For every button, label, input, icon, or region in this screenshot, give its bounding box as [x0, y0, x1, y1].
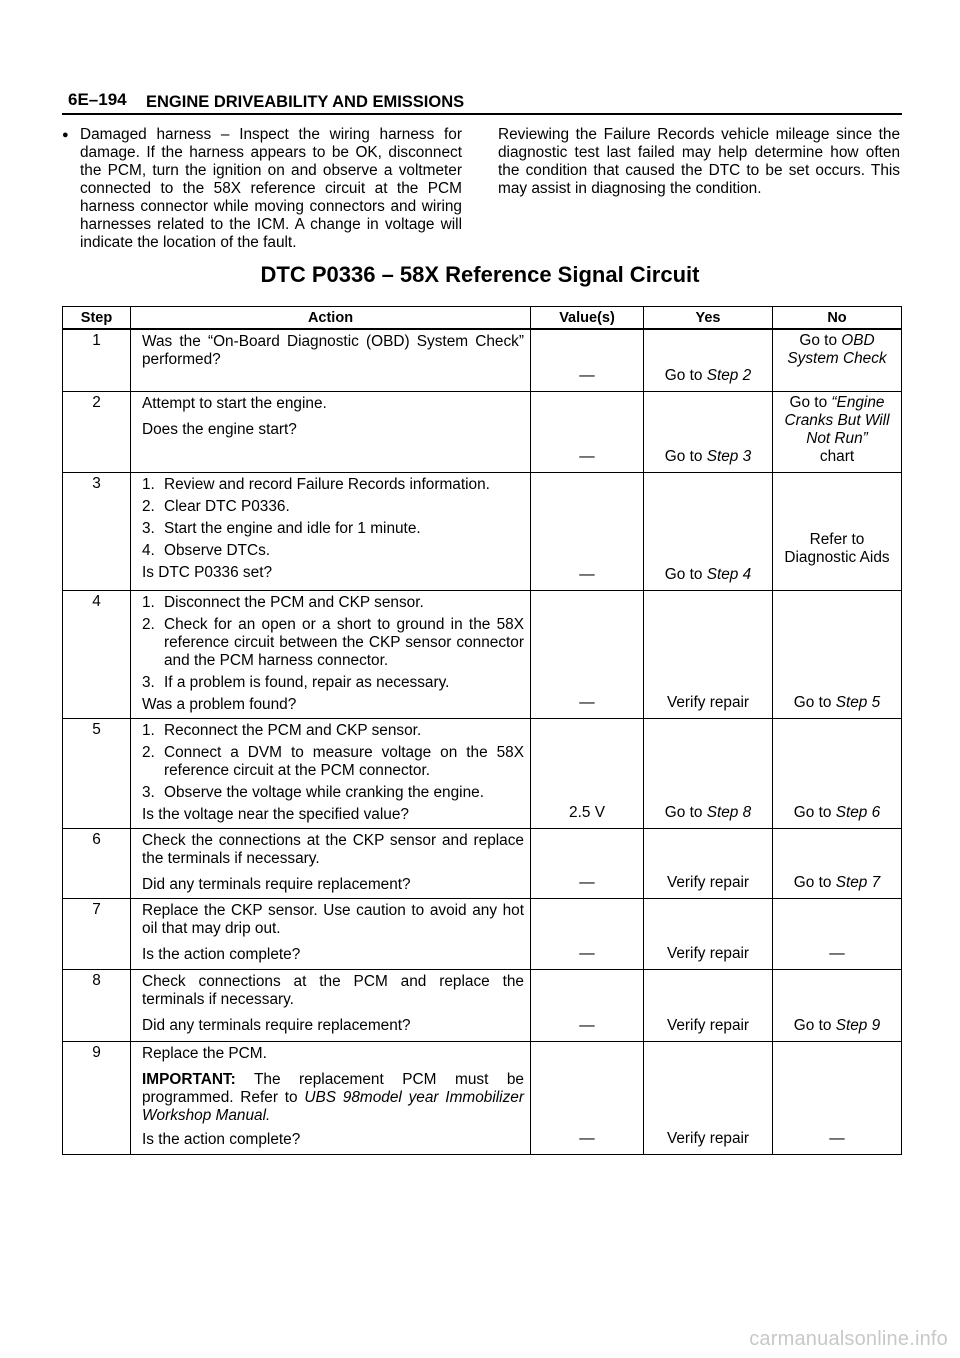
yes-cell[interactable]: Verify repair [644, 969, 773, 1041]
value-cell: — [531, 590, 644, 718]
bullet-icon: ● [62, 129, 69, 141]
action-cell [131, 590, 531, 718]
action-cell [131, 391, 531, 472]
yes-cell[interactable]: Verify repair [644, 590, 773, 718]
step-number: 8 [63, 969, 131, 1041]
no-cell [773, 391, 902, 472]
header-action: Action [131, 307, 531, 330]
step-number: 4 [63, 590, 131, 718]
no-cell: — [773, 1041, 902, 1154]
list-item: 2. Clear DTC P0336. [142, 497, 290, 515]
yes-cell [644, 472, 773, 590]
action-steps [142, 722, 524, 802]
yes-cell[interactable]: Verify repair [644, 898, 773, 969]
list-item: 3. Observe the voltage while cranking the engine. [142, 783, 484, 801]
table-row [63, 329, 902, 391]
no-link[interactable]: Step 9 [835, 1016, 881, 1034]
list-item: 2. Check for an open or a short to ground in the 58X reference circuit between the CKP sensor connector and the PCM harness connector. [142, 615, 524, 669]
action-text: Replace the PCM. [142, 1044, 267, 1062]
action-question: Is the voltage near the specified value? [142, 805, 409, 823]
yes-cell [644, 718, 773, 828]
no-prefix: Go to [793, 803, 836, 821]
action-question: Is DTC P0336 set? [142, 563, 273, 581]
step-number: 6 [63, 828, 131, 898]
value-cell: 2.5 V [531, 718, 644, 828]
value-cell: — [531, 391, 644, 472]
list-item: 4. Observe DTCs. [142, 541, 271, 559]
no-link[interactable]: Step 6 [835, 803, 881, 821]
yes-cell [644, 391, 773, 472]
no-suffix: chart [819, 447, 855, 465]
step-number: 2 [63, 391, 131, 472]
no-cell [773, 718, 902, 828]
yes-prefix: Go to [664, 803, 707, 821]
yes-link[interactable]: Step 4 [706, 565, 752, 583]
table-header-row [63, 307, 902, 330]
action-question: Is the action complete? [142, 1130, 301, 1148]
intro-left-column [62, 126, 462, 252]
yes-link[interactable]: Step 3 [706, 447, 752, 465]
value-cell: — [531, 969, 644, 1041]
intro-right-column [498, 126, 900, 198]
no-prefix: Go to [793, 693, 836, 711]
list-item: 3. If a problem is found, repair as necessary. [142, 673, 450, 691]
no-cell: — [773, 898, 902, 969]
no-link[interactable]: Step 5 [835, 693, 881, 711]
table-row [63, 828, 902, 898]
action-cell [131, 898, 531, 969]
no-prefix: Go to [793, 873, 836, 891]
header-no: No [773, 307, 902, 330]
step-number: 5 [63, 718, 131, 828]
header-rule [62, 113, 902, 115]
action-question: Does the engine start? [142, 420, 297, 438]
action-cell [131, 1041, 531, 1154]
step-number: 3 [63, 472, 131, 590]
yes-prefix: Go to [664, 565, 707, 583]
list-item: 3. Start the engine and idle for 1 minute. [142, 519, 421, 537]
diagnostic-table [62, 306, 902, 1155]
no-cell [773, 969, 902, 1041]
table-row [63, 590, 902, 718]
action-steps [142, 594, 524, 692]
yes-cell[interactable]: Verify repair [644, 1041, 773, 1154]
important-label: IMPORTANT: [142, 1070, 236, 1088]
value-cell: — [531, 1041, 644, 1154]
list-item: 1. Reconnect the PCM and CKP sensor. [142, 721, 422, 739]
table-row [63, 969, 902, 1041]
no-cell [773, 590, 902, 718]
action-question: Did any terminals require replacement? [142, 875, 411, 893]
action-question: Was a problem found? [142, 695, 297, 713]
step-number: 9 [63, 1041, 131, 1154]
header-values: Value(s) [531, 307, 644, 330]
yes-cell[interactable]: Verify repair [644, 828, 773, 898]
intro-left-text: Damaged harness – Inspect the wiring harness for damage. If the harness appears to be OK, disconnect the PCM, turn the ignition on and observe a voltmeter connected to the 58X reference circuit at the PCM harness connector while moving connectors and wiring harnesses related to the ICM. A change in voltage will indicate the location of the fault. [80, 126, 462, 251]
action-text: Was the “On-Board Diagnostic (OBD) System Check” performed? [142, 333, 524, 368]
yes-link[interactable]: Step 8 [706, 803, 752, 821]
no-prefix: Go to [793, 1016, 836, 1034]
yes-link[interactable]: Step 2 [706, 366, 752, 384]
action-cell [131, 718, 531, 828]
page-number: 6E–194 [68, 90, 127, 109]
no-cell[interactable]: Refer to Diagnostic Aids [773, 472, 902, 590]
table-row [63, 718, 902, 828]
list-item: 1. Review and record Failure Records information. [142, 475, 490, 493]
manual-reference[interactable]: UBS 98model year Immobilizer Workshop Manual. [142, 1088, 524, 1124]
no-prefix: Go to [799, 332, 842, 349]
value-cell: — [531, 898, 644, 969]
header-yes: Yes [644, 307, 773, 330]
important-note [142, 1071, 524, 1125]
table-row [63, 1041, 902, 1154]
dtc-title: DTC P0336 – 58X Reference Signal Circuit [260, 262, 700, 287]
intro-right-text: Reviewing the Failure Records vehicle mileage since the diagnostic test last failed may help determine how often the condition that caused the DTC to be set occurs. This may assist in diagnosing the condition. [498, 126, 900, 197]
no-link[interactable]: Step 7 [835, 873, 881, 891]
list-item: 2. Connect a DVM to measure voltage on the 58X reference circuit at the PCM connector. [142, 743, 524, 779]
action-cell [131, 472, 531, 590]
action-cell [131, 329, 531, 391]
table-row [63, 898, 902, 969]
step-number: 7 [63, 898, 131, 969]
yes-prefix: Go to [664, 447, 707, 465]
value-cell: — [531, 472, 644, 590]
header-step: Step [63, 307, 131, 330]
action-text: Attempt to start the engine. [142, 394, 327, 412]
action-question: Is the action complete? [142, 945, 301, 963]
yes-prefix: Go to [664, 366, 707, 384]
action-text: Replace the CKP sensor. Use caution to avoid any hot oil that may drip out. [142, 901, 524, 937]
no-cell [773, 828, 902, 898]
section-title: ENGINE DRIVEABILITY AND EMISSIONS [146, 93, 465, 111]
value-cell: — [531, 329, 644, 391]
action-cell [131, 969, 531, 1041]
table-row [63, 472, 902, 590]
yes-cell [644, 329, 773, 391]
no-prefix: Go to [789, 393, 832, 411]
no-cell [773, 329, 902, 391]
no-link[interactable]: OBD System Check [787, 332, 887, 367]
no-link[interactable]: “Engine Cranks But Will Not Run” [784, 393, 890, 447]
action-text: Check connections at the PCM and replace the terminals if necessary. [142, 972, 524, 1008]
step-number: 1 [63, 329, 131, 391]
action-text: Check the connections at the CKP sensor and replace the terminals if necessary. [142, 831, 524, 867]
action-question: Did any terminals require replacement? [142, 1016, 411, 1034]
action-steps [142, 476, 524, 560]
value-cell: — [531, 828, 644, 898]
watermark: carmanualsonline.info [749, 1328, 948, 1350]
important-text: The replacement PCM must be programmed. Refer to [142, 1070, 524, 1106]
action-cell [131, 828, 531, 898]
table-row [63, 391, 902, 472]
list-item: 1. Disconnect the PCM and CKP sensor. [142, 593, 424, 611]
